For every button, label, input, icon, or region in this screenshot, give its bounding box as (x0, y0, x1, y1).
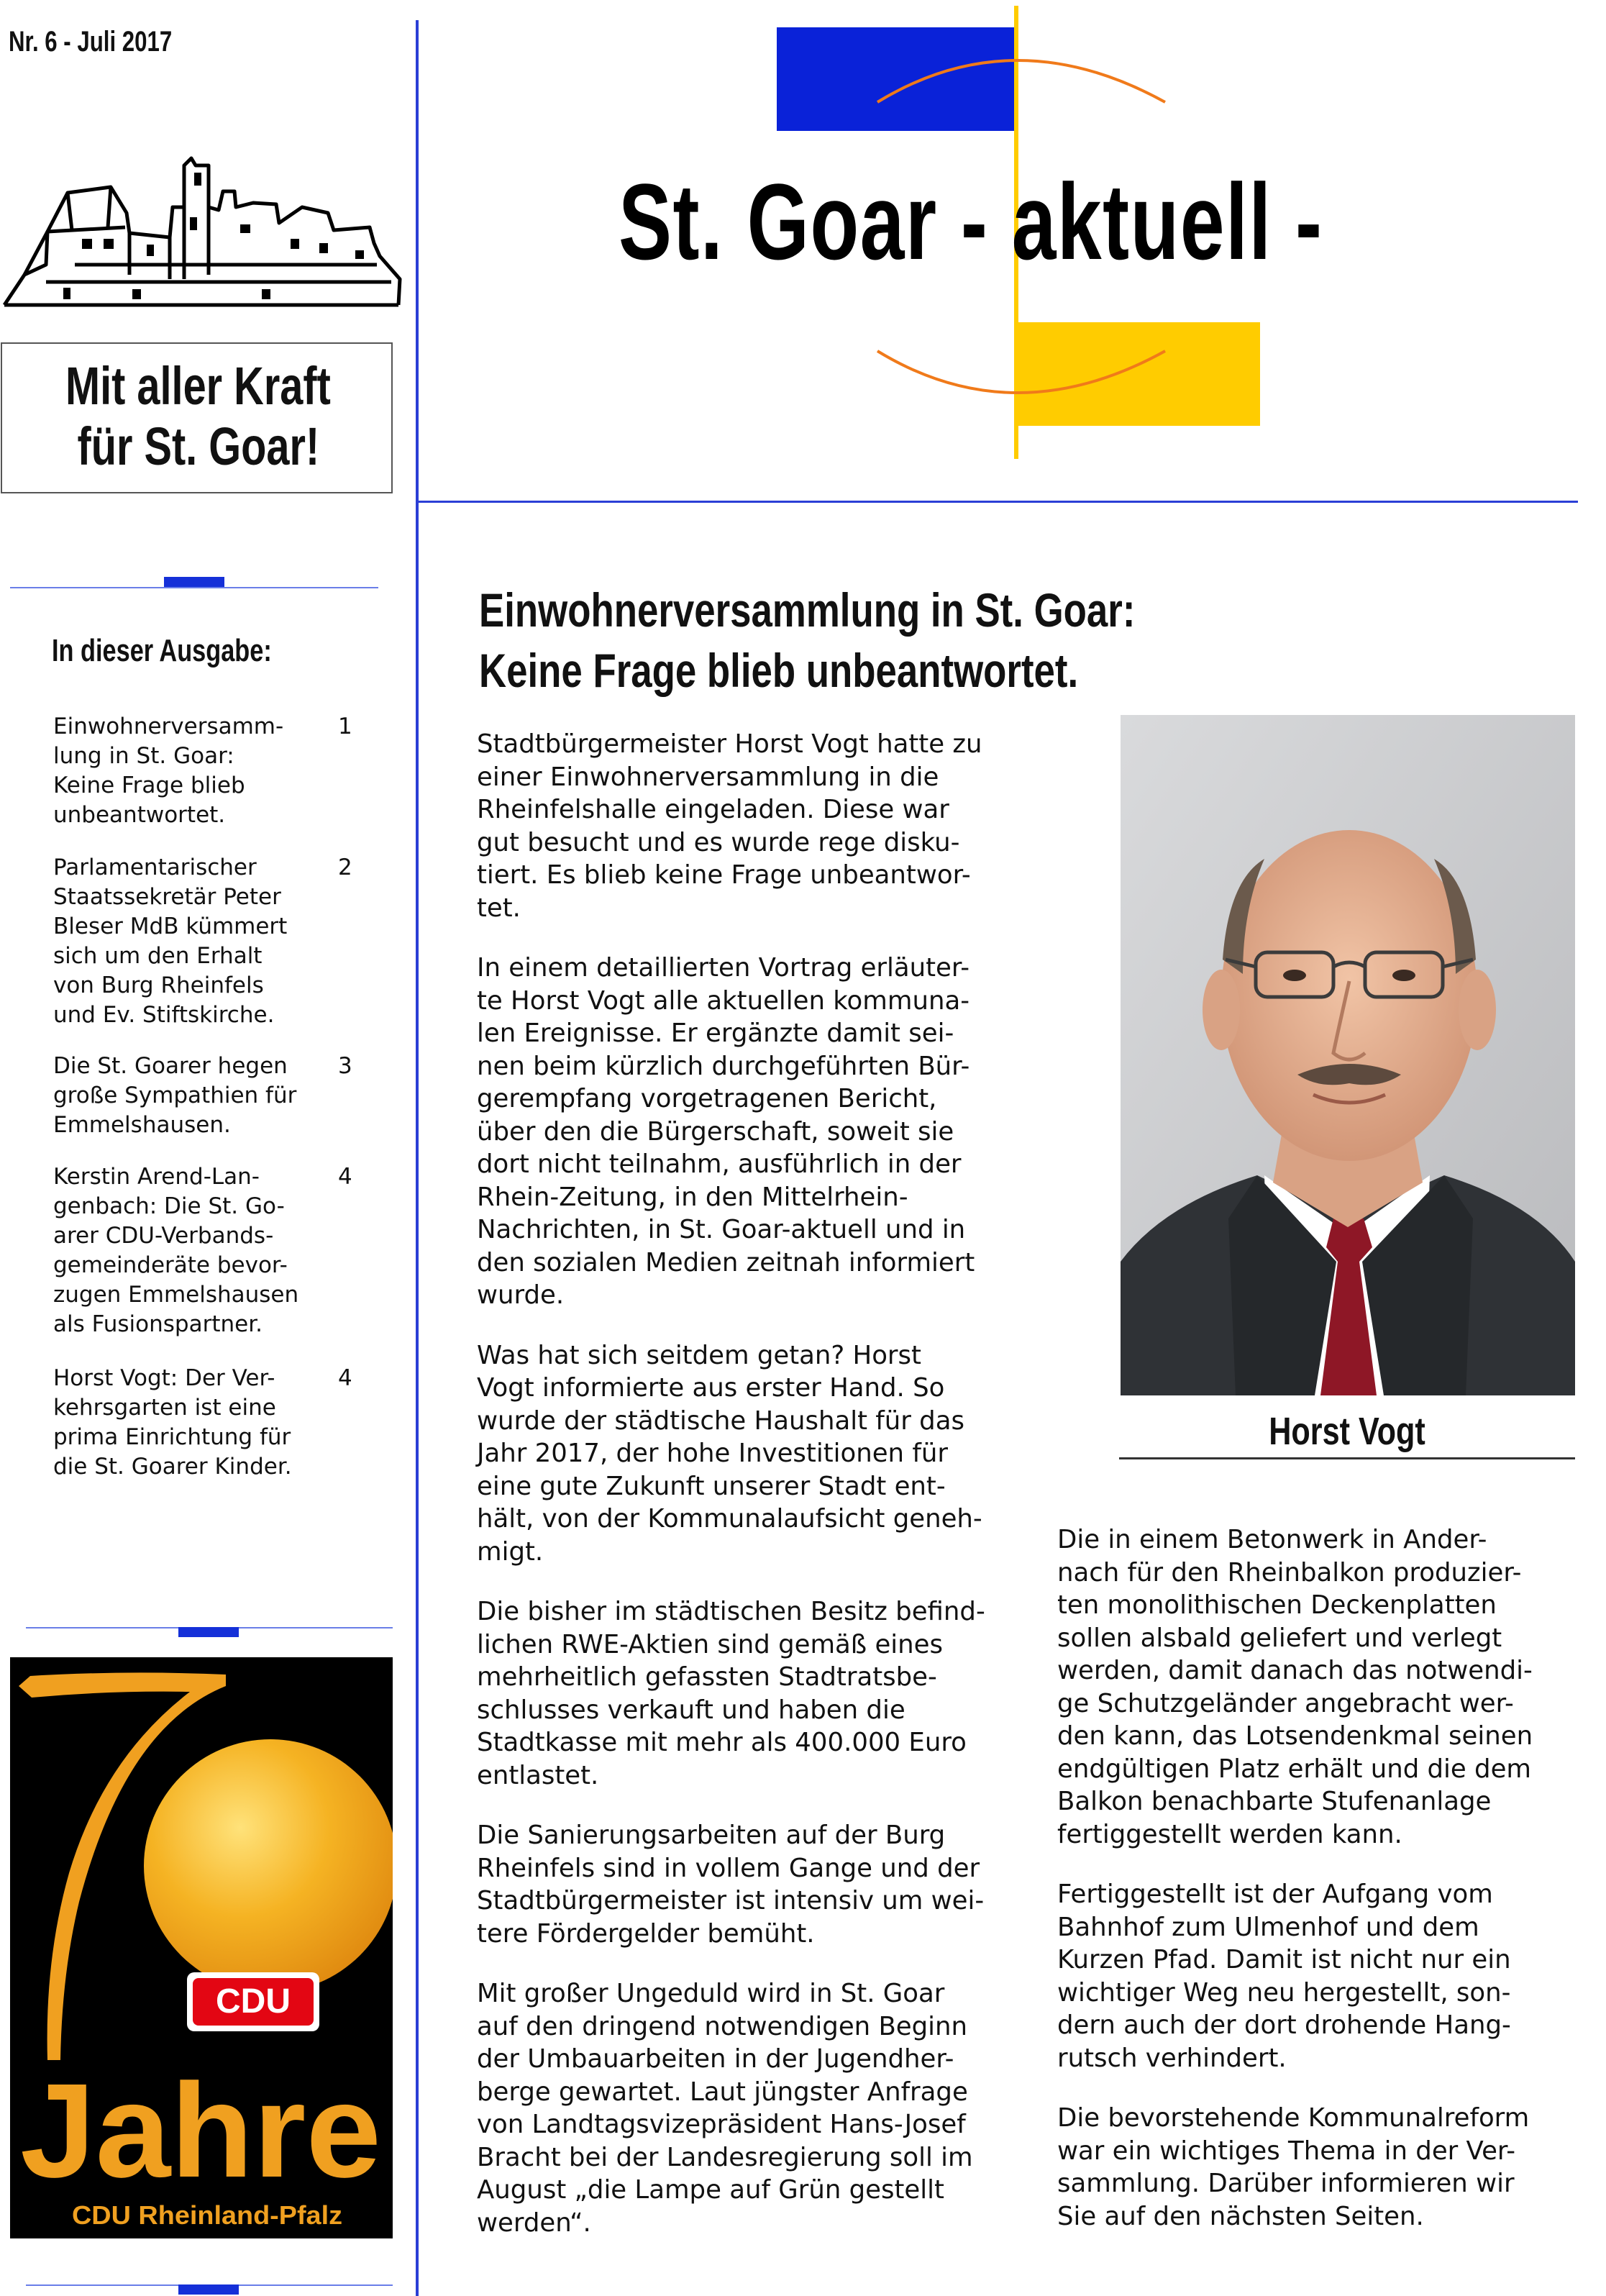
headline-line-2: Keine Frage blieb unbeantwortet. (479, 644, 1079, 697)
paragraph: Die Sanierungsarbeiten auf der Burg Rheinfels sind in vollem Gange und der Stadtbürgermeister ist intensiv um wei- tere Fördergelder bemüht. (477, 1821, 985, 1949)
orange-sphere (144, 1739, 393, 1992)
toc-page-5: 4 (338, 1365, 352, 1391)
sidebar-rule-top (10, 587, 378, 588)
portrait-photo (1121, 715, 1575, 1395)
headline-line-1: Einwohnerversammlung in St. Goar: (479, 583, 1136, 637)
castle-icon (3, 138, 406, 311)
sidebar-rule-top-nub (164, 577, 224, 587)
logo-region-text: CDU Rheinland-Pfalz (72, 2200, 342, 2230)
logo-jahre-text: Jahre (20, 2056, 381, 2205)
masthead-title: St. Goar - aktuell - (619, 161, 1323, 282)
toc-item-5[interactable]: Horst Vogt: Der Ver- kehrsgarten ist eine prima Einrichtung für die St. Goarer Kinder. (53, 1365, 292, 1480)
issue-label: Nr. 6 - Juli 2017 (9, 26, 173, 58)
article-column-left (477, 728, 1023, 2267)
paragraph: Mit großer Ungeduld wird in St. Goar auf den dringend notwendigen Beginn der Umbauarbeiten in der Jugendher- berge gewartet. Laut jüngster Anfrage von Landtagsvizepräsident Hans-Josef Bracht bei der Landesregierung soll im August „die Lampe auf Grün gestellt werden“. (477, 1979, 973, 2238)
toc-item-1[interactable]: Einwohnerversamm- lung in St. Goar: Keine Frage blieb unbeantwortet. (53, 714, 284, 828)
motto-line-1: Mit aller Kraft (65, 356, 331, 416)
motto-box (1, 342, 393, 493)
toc-item-2[interactable]: Parlamentarischer Staatssekretär Peter Bleser MdB kümmert sich um den Erhalt von Burg Rheinfels und Ev. Stiftskirche. (53, 855, 288, 1028)
article-headline (479, 580, 1135, 701)
photo-caption-box (1119, 1408, 1575, 1454)
paragraph: Stadtbürgermeister Horst Vogt hatte zu einer Einwohnerversammlung in die Rheinfelshalle eingeladen. Diese war gut besucht und es wurde rege disku- tiert. Es blieb keine Frage unbeantwor- tet. (477, 729, 982, 923)
toc-item-4[interactable]: Kerstin Arend-Lan- genbach: Die St. Go- arer CDU-Verbands- gemeinderäte bevor- zugen Emmelshausen als Fusionspartner. (53, 1164, 299, 1337)
toc-page-3: 3 (338, 1053, 352, 1079)
paragraph: Die bevorstehende Kommunalreform war ein wichtiges Thema in der Ver- sammlung. Darüber informieren wir Sie auf den nächsten Seiten. (1057, 2103, 1530, 2231)
paragraph: Was hat sich seitdem getan? Horst Vogt informierte aus erster Hand. So wurde der städtische Haushalt für das Jahr 2017, der hohe Investitionen für eine gute Zukunft unserer Stadt ent- hält, von der Kommunalaufsicht geneh- migt. (477, 1340, 982, 1567)
caption-rule (1119, 1457, 1575, 1459)
cdu-anniversary-logo (10, 1657, 393, 2238)
paragraph: Fertiggestellt ist der Aufgang vom Bahnhof zum Ulmenhof und dem Kurzen Pfad. Damit ist nicht nur ein wichtiger Weg neu hergestellt, son- dern auch der dort drohende Hang- rutsch verhindert. (1057, 1880, 1511, 2073)
sidebar-rule-mid-nub (178, 1627, 239, 1637)
paragraph: Die bisher im städtischen Besitz befind- lichen RWE-Aktien sind gemäß eines mehrheitlich gefassten Stadtratsbe- schlusses verkauft und haben die Stadtkasse mit mehr als 400.000 Euro entlastet. (477, 1597, 985, 1790)
photo-caption: Horst Vogt (1269, 1410, 1425, 1453)
toc-page-4: 4 (338, 1164, 352, 1190)
toc-page-1: 1 (338, 714, 352, 739)
toc-page-2: 2 (338, 855, 352, 880)
sidebar-rule-bottom-nub (178, 2284, 239, 2295)
motto-line-2: für St. Goar! (77, 416, 319, 476)
toc-item-3[interactable]: Die St. Goarer hegen große Sympathien für Emmelshausen. (53, 1053, 297, 1138)
paragraph: Die in einem Betonwerk in Ander- nach für den Rheinbalkon produzier- ten monolithischen Deckenplatten sollen alsbald geliefert und verlegt werden, damit danach das notwendi- ge Schutzgeländer angebracht wer- den kann, das Lotsendenkmal seinen endgültigen Platz erhält und die dem Balkon benachbarte Stufenanlage fertiggestellt werden kann. (1057, 1525, 1533, 1849)
article-column-right (1057, 1523, 1575, 2260)
upper-arc (877, 60, 1165, 102)
lower-arc (877, 351, 1165, 393)
cdu-badge-text: CDU (216, 1982, 291, 2021)
column-divider (416, 20, 419, 2296)
portrait-illustration (1121, 715, 1575, 1395)
toc-heading: In dieser Ausgabe: (52, 633, 272, 668)
paragraph: In einem detaillierten Vortrag erläuter- te Horst Vogt alle aktuellen kommuna- len Ereignisse. Er ergänzte damit sei- nen beim kürzlich durchgeführten Bür- gerempfang vorgetragenen Bericht, über den die Bürgerschaft, soweit sie dort nicht teilnahm, ausführlich in der Rhein-Zeitung, in den Mittelrhein- Nachrichten, in St. Goar-aktuell und in den sozialen Medien zeitnah informiert wurde. (477, 953, 975, 1310)
masthead-rule (419, 501, 1578, 503)
seven-anniversary-graphic (10, 1657, 393, 2238)
